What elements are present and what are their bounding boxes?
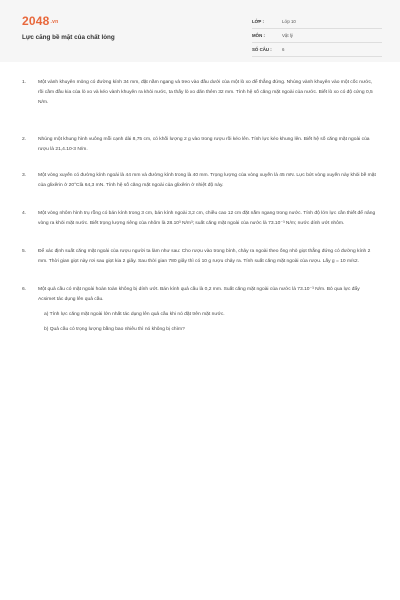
- question-number: 5.: [22, 249, 27, 254]
- question-2: [22, 135, 378, 155]
- info-value-class: Lớp 10: [282, 19, 296, 24]
- site-logo[interactable]: [22, 14, 58, 28]
- question-text: Một quả cầu có mặt ngoài hoàn toàn không bị dính ướt. Bán kính quả cầu là 0,2 mm. Suất căng mặt ngoài của nước là 73.10⁻³ N/m. Bỏ qua lực đẩy Acsimet tác dụng lên quả cầu.: [38, 287, 360, 302]
- question-number: 2.: [22, 137, 27, 142]
- logo-suffix: .vn: [50, 18, 59, 25]
- question-3: [22, 171, 378, 191]
- page-header: [0, 0, 400, 62]
- page-title: Lực căng bề mặt của chất lỏng: [22, 34, 115, 41]
- question-text-block: [38, 285, 378, 335]
- info-row-subject: [252, 29, 382, 43]
- question-number: 6.: [22, 287, 27, 292]
- info-table: [252, 15, 382, 57]
- sub-question-a: a) Tính lực căng mặt ngoài lớn nhất tác dụng lên quả cầu khi nó đặt trên mặt nước.: [44, 312, 225, 317]
- info-row-class: [252, 15, 382, 29]
- question-1: [22, 78, 378, 108]
- question-number: 3.: [22, 173, 27, 178]
- question-5: [22, 247, 378, 267]
- info-value-subject: Vật lý: [282, 33, 293, 38]
- info-label-class: LỚP :: [252, 19, 264, 24]
- question-text: Một vành khuyên mỏng có đường kính 34 mm, đặt nằm ngang và treo vào đầu dưới của một lò xo để thẳng đứng. Nhúng vành khuyên vào một cốc nước, rồi cầm đầu kia của lò xo và kéo vành khuyên ra khỏi nước, ta thấy lò xo dãn thêm 32 mm. Tính hệ số căng mặt ngoài của nước. Biết lò xo có độ cứng 0,5 N/m.: [38, 80, 373, 105]
- sub-question-b: b) Quả cầu có trọng lượng bằng bao nhiêu thì nó không bị chìm?: [44, 327, 185, 332]
- logo-text: 2048: [22, 14, 50, 28]
- info-label-count: SỐ CÂU :: [252, 47, 272, 52]
- question-list: [22, 76, 378, 335]
- question-text: Một vòng xuyến có đường kính ngoài là 44 mm và đường kính trong là 40 mm. Trọng lượng của vòng xuyến là 45 mN. Lực bứt vòng xuyến này khỏi bề mặt của glixêrin ở 20°Clà 64,3 mN. Tính hệ số căng mặt ngoài của glixêrin ở nhiệt độ này.: [38, 173, 376, 188]
- info-value-count: 6: [282, 47, 285, 52]
- question-4: [22, 209, 378, 229]
- question-number: 1.: [22, 80, 27, 85]
- info-row-count: [252, 43, 382, 57]
- question-6: [22, 285, 378, 335]
- question-text: Để xác định suất căng mặt ngoài của rượu người ta làm như sau: Cho rượu vào trong bình, chảy ra ngoài theo ống nhỏ giọt thẳng đứng có đường kính 2 mm. Thời gian giọt này rơi sau giọt kia 2 giây. Sau thời gian 780 giây thì có 10 g rượu chảy ra. Tính suất căng mặt ngoài của rượu. Lấy g = 10 m/s2.: [38, 249, 371, 264]
- question-number: 4.: [22, 211, 27, 216]
- info-label-subject: MÔN :: [252, 33, 265, 38]
- question-text: Một vòng nhôm hình trụ rỗng có bán kính trong 3 cm, bán kính ngoài 3,2 cm, chiều cao 12 cm đặt nằm ngang trong nước. Tính độ lớn lực cần thiết để nâng vòng ra khỏi mặt nước. Biết trọng lượng riêng của nhôm là 28.10³ N/m³; suất căng mặt ngoài của nước là 73.10⁻³ N/m; nước dính ướt nhôm.: [38, 211, 376, 226]
- question-text: Nhúng một khung hình vuông mỗi cạnh dài 8,75 cm, có khối lượng 2 g vào trong rượu rồi kéo lên. Tính lực kéo khung lên. Biết hệ số căng mặt ngoài của rượu là 21,4.10-3 N/m.: [38, 137, 370, 152]
